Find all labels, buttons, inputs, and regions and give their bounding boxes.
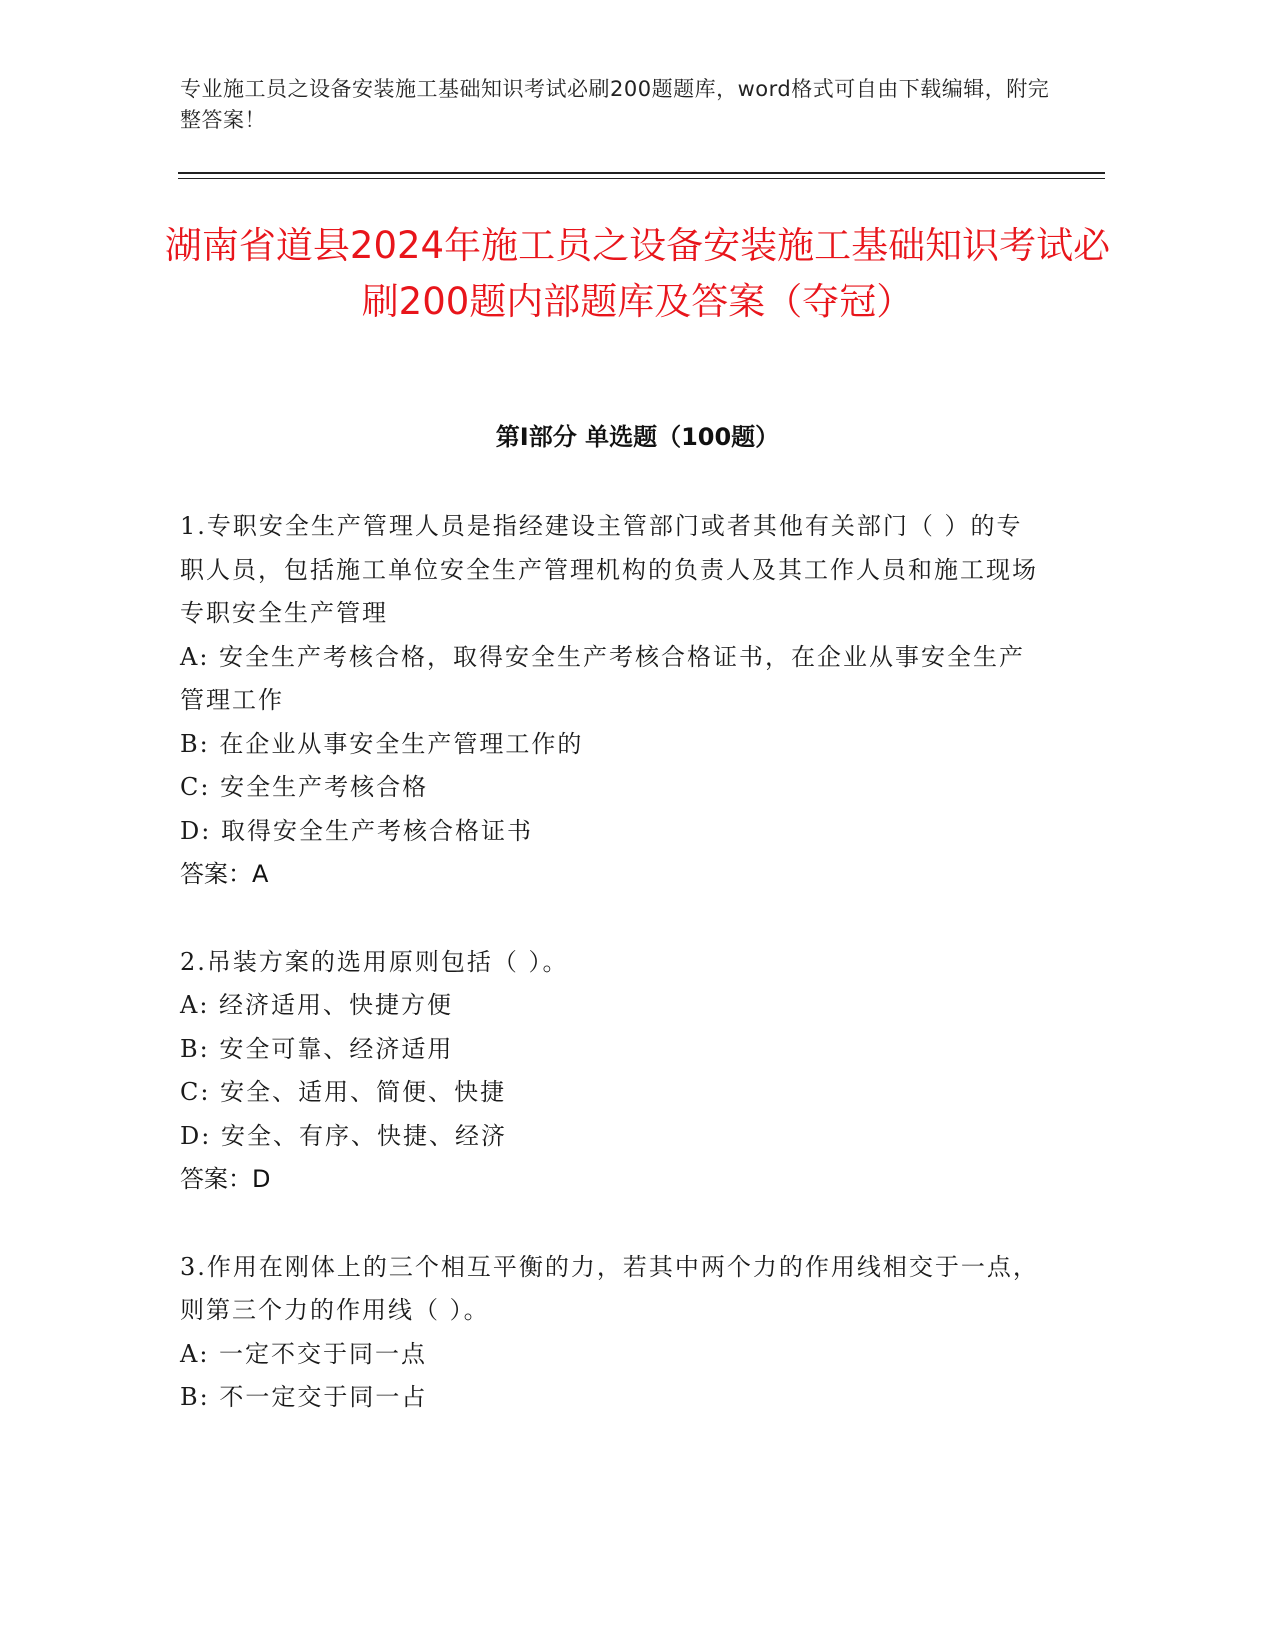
option-a: A: 安全生产考核合格，取得安全生产考核合格证书，在企业从事安全生产管理工作 xyxy=(180,642,1026,714)
question-text: 3.作用在刚体上的三个相互平衡的力，若其中两个力的作用线相交于一点，则第三个力的作用线（ ）。 xyxy=(180,1252,1039,1324)
option-c: C: 安全生产考核合格 xyxy=(180,773,429,801)
answer: 答案：A xyxy=(180,860,269,888)
question-2 xyxy=(180,941,1040,1202)
section-heading: 第I部分 单选题（100题） xyxy=(495,423,780,451)
option-b: B: 不一定交于同一占 xyxy=(180,1383,428,1411)
option-d: D: 取得安全生产考核合格证书 xyxy=(180,816,533,845)
header-note: 专业施工员之设备安装施工基础知识考试必刷200题题库，word格式可自由下载编辑，附完整答案！ xyxy=(180,77,1050,132)
option-b: B: 安全可靠、经济适用 xyxy=(180,1034,454,1063)
option-d: D: 安全、有序、快捷、经济 xyxy=(180,1121,507,1150)
question-text: 1.专职安全生产管理人员是指经建设主管部门或者其他有关部门（ ）的专职人员，包括施工单位安全生产管理机构的负责人及其工作人员和施工现场专职安全生产管理 xyxy=(180,512,1038,627)
question-text: 2.吊装方案的选用原则包括（ ）。 xyxy=(180,947,569,976)
question-3 xyxy=(180,1246,1040,1420)
option-a: A: 经济适用、快捷方便 xyxy=(180,991,454,1019)
question-1 xyxy=(180,505,1040,897)
header-divider-thin xyxy=(178,178,1105,179)
option-a: A: 一定不交于同一点 xyxy=(180,1339,428,1368)
header-divider-thick xyxy=(178,172,1105,174)
option-b: B: 在企业从事安全生产管理工作的 xyxy=(180,729,584,758)
document-title: 湖南省道县2024年施工员之设备安装施工基础知识考试必刷200题内部题库及答案（夺冠） xyxy=(164,224,1111,323)
option-c: C: 安全、适用、简便、快捷 xyxy=(180,1078,507,1106)
answer: 答案：D xyxy=(180,1165,271,1193)
question-list xyxy=(180,505,1040,1464)
